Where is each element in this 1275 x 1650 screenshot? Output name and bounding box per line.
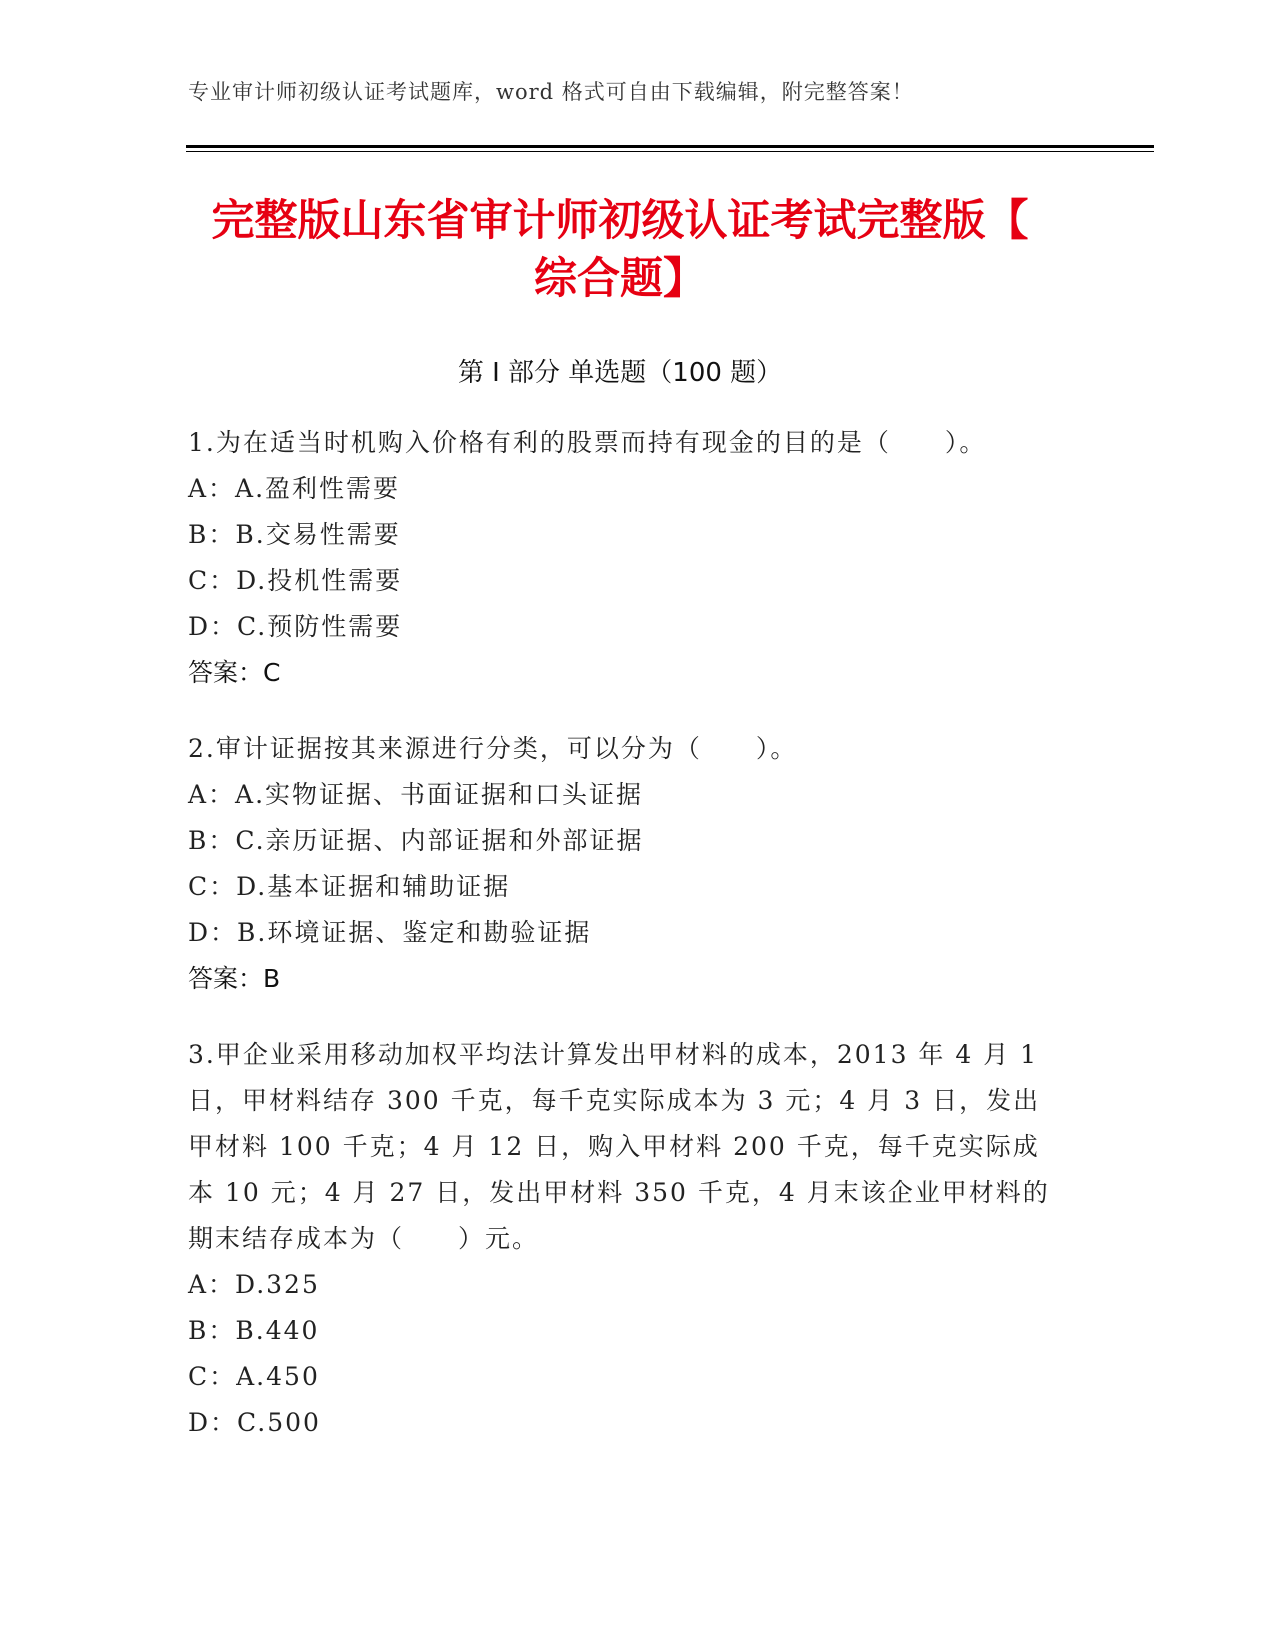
header-rule-thick (186, 145, 1154, 148)
option-a: A：A.实物证据、书面证据和口头证据 (188, 780, 644, 809)
question-1 (188, 420, 1068, 696)
option-c: C：A.450 (188, 1362, 320, 1391)
option-b: B：C.亲历证据、内部证据和外部证据 (188, 826, 644, 855)
answer: 答案：C (188, 658, 281, 687)
question-stem: 3.甲企业采用移动加权平均法计算发出甲材料的成本，2013 年 4 月 1 日，甲材料结存 300 千克，每千克实际成本为 3 元；4 月 3 日，发出甲材料 100 千克；4 月 12 日，购入甲材料 200 千克，每千克实际成本 10 元；4 月 27 日，发出甲材料 350 千克，4 月末该企业甲材料的期末结存成本为（ ）元。 (188, 1040, 1050, 1253)
answer: 答案：B (188, 964, 281, 993)
option-c: C：D.投机性需要 (188, 566, 403, 595)
header-note: 专业审计师初级认证考试题库，word 格式可自由下载编辑，附完整答案！ (188, 80, 914, 104)
section-title: 第 I 部分 单选题（100 题） (457, 358, 783, 388)
document-title-line-2: 综合题】 (534, 254, 706, 304)
option-c: C：D.基本证据和辅助证据 (188, 872, 511, 901)
option-d: D：C.500 (188, 1408, 321, 1437)
question-stem: 2.审计证据按其来源进行分类，可以分为（ ）。 (188, 734, 798, 763)
document-title (186, 192, 1054, 308)
question-stem: 1.为在适当时机购入价格有利的股票而持有现金的目的是（ ）。 (188, 428, 987, 457)
option-d: D：C.预防性需要 (188, 612, 403, 641)
header-rule-thin (186, 151, 1154, 152)
question-3 (188, 1032, 1054, 1446)
option-a: A：D.325 (188, 1270, 320, 1299)
document-title-line-1: 完整版山东省审计师初级认证考试完整版【 (211, 196, 1029, 246)
option-d: D：B.环境证据、鉴定和勘验证据 (188, 918, 592, 947)
option-b: B：B.440 (188, 1316, 320, 1345)
option-b: B：B.交易性需要 (188, 520, 401, 549)
option-a: A：A.盈利性需要 (188, 474, 401, 503)
question-2 (188, 726, 1068, 1002)
